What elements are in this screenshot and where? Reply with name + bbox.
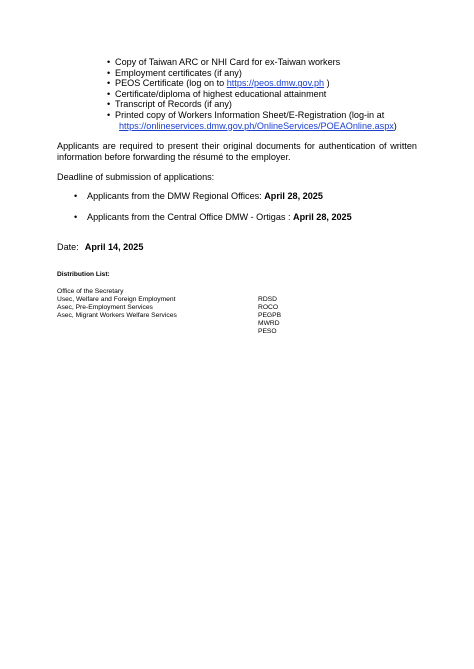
list-item	[74, 212, 352, 223]
peos-link[interactable]: https://peos.dmw.gov.ph	[226, 78, 325, 89]
authentication-paragraph: Applicants are required to present their original documents for authentication of written information before forwarding the résumé to the employer.	[57, 141, 417, 162]
list-item	[74, 191, 352, 202]
requirement-text: Copy of Taiwan ARC or NHI Card for ex-Taiwan workers	[115, 57, 341, 67]
bullet-icon: •	[74, 191, 78, 201]
deadline-intro: Deadline of submission of applications:	[57, 172, 215, 182]
list-item: RDSD	[258, 296, 277, 303]
requirement-text-suffix: )	[393, 120, 397, 131]
list-item: ROCO	[258, 303, 279, 311]
date-label: Date:	[57, 242, 79, 252]
list-item: PEGPB	[258, 311, 282, 319]
date-value: April 14, 2025	[84, 242, 144, 252]
requirement-text-suffix: )	[324, 78, 330, 89]
list-item	[107, 89, 427, 100]
distribution-title: Distribution List:	[57, 271, 110, 278]
online-services-link[interactable]: https://onlineservices.dmw.gov.ph/OnlineServices/POEAOnline.aspx	[119, 120, 394, 131]
list-item: Usec, Welfare and Foreign Employment	[57, 295, 176, 303]
distribution-list-left	[57, 288, 177, 320]
list-item	[107, 68, 427, 79]
bullet-icon: •	[107, 109, 111, 120]
deadline-label: Applicants from the DMW Regional Offices:	[87, 191, 265, 201]
deadline-list	[74, 191, 352, 234]
list-item	[107, 57, 427, 68]
list-item	[107, 99, 427, 110]
requirement-text: Printed copy of Workers Information Sheet/E-Registration (log-in at	[115, 109, 385, 120]
distribution-list-right	[258, 296, 281, 336]
requirement-text: Transcript of Records (if any)	[115, 99, 232, 110]
bullet-icon: •	[107, 88, 111, 99]
requirement-text: Employment certificates (if any)	[115, 67, 242, 78]
date-line	[57, 242, 143, 253]
list-item	[107, 110, 427, 131]
list-item: MWRD	[258, 319, 280, 327]
deadline-label: Applicants from the Central Office DMW - Ortigas :	[87, 212, 294, 223]
deadline-date: April 28, 2025	[264, 191, 323, 201]
list-item: PESO	[258, 327, 277, 335]
bullet-icon: •	[107, 99, 111, 110]
list-item: Asec, Pre-Employment Services	[57, 303, 153, 311]
requirement-text: Certificate/diploma of highest educational attainment	[115, 88, 327, 99]
requirement-text: PEOS Certificate (log on to	[115, 78, 227, 89]
requirement-continuation	[115, 121, 427, 132]
bullet-icon: •	[107, 78, 111, 89]
deadline-date: April 28, 2025	[293, 212, 352, 223]
bullet-icon: •	[74, 212, 78, 223]
list-item	[107, 78, 427, 89]
list-item: Office of the Secretary	[57, 288, 124, 295]
list-item: Asec, Migrant Workers Welfare Services	[57, 311, 177, 319]
bullet-icon: •	[107, 57, 111, 67]
bullet-icon: •	[107, 67, 111, 78]
requirements-list	[107, 57, 427, 131]
